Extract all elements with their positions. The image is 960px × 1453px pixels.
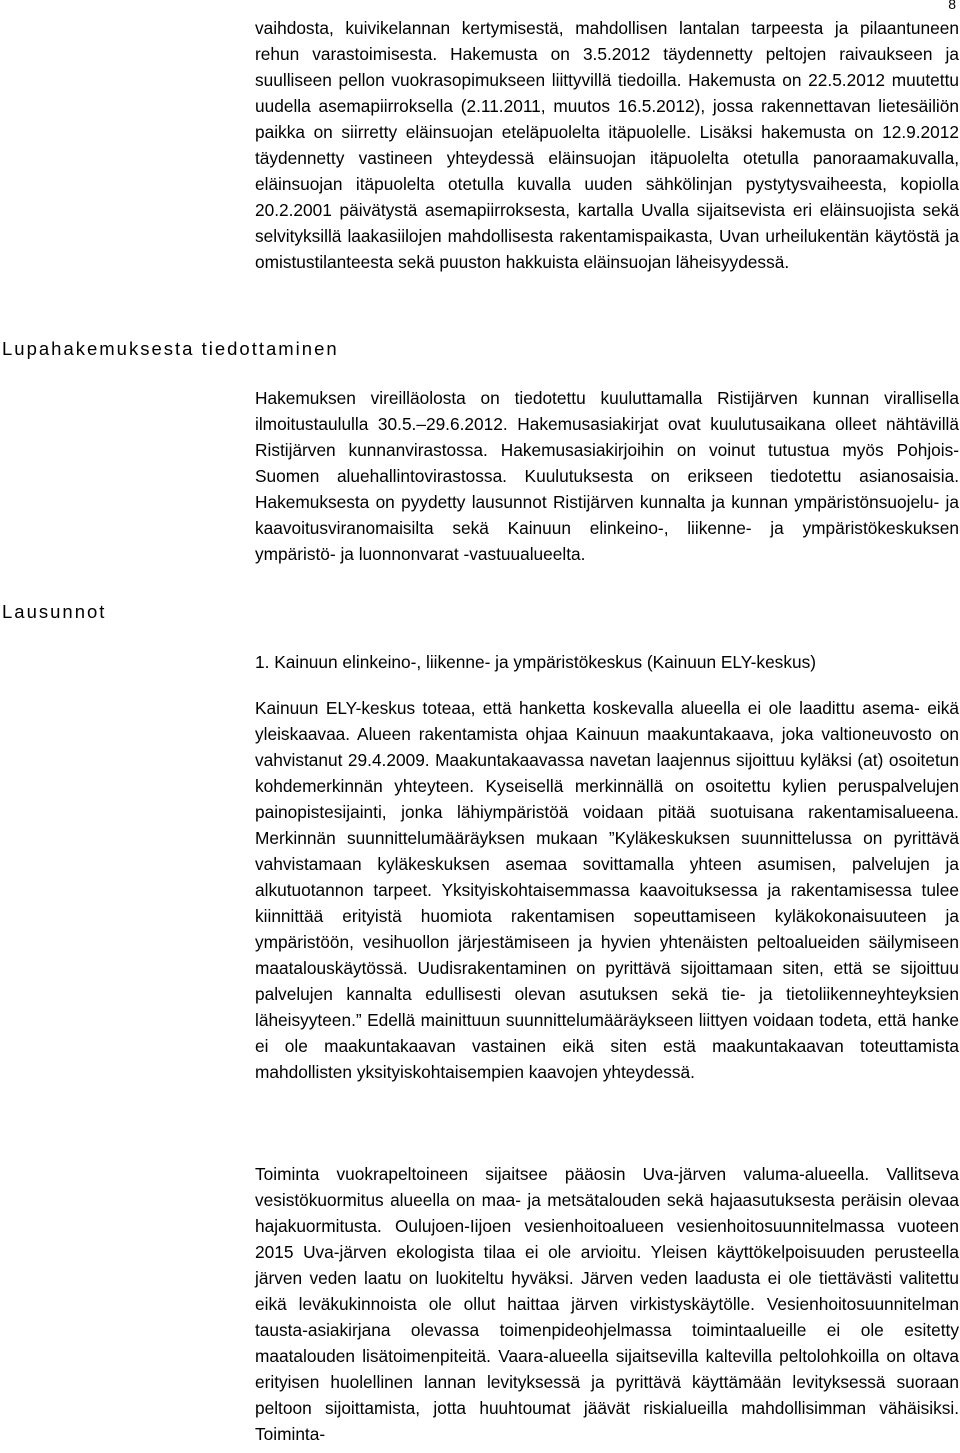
statement-item-title-block <box>255 649 959 675</box>
ely-statement-block <box>255 695 959 1085</box>
page-number: 8 <box>948 0 956 12</box>
operation-paragraph-block <box>255 1161 959 1447</box>
intro-paragraph: vaihdosta, kuivikelannan kertymisestä, mahdollisen lantalan tarpeesta ja pilaantuneen rehun varastoimisesta. Hakemusta on 3.5.2012 täydennetty peltojen raivaukseen ja suulliseen pellon vuokrasopimukseen liittyvillä tiedoilla. Hakemusta on 22.5.2012 muutettu uudella asemapiirroksella (2.11.2011, muutos 16.5.2012), jossa rakennettavan lietesäiliön paikka on siirretty eläinsuojan eteläpuolelta itäpuolelle. Lisäksi hakemusta on 12.9.2012 täydennetty vastineen yhteydessä eläinsuojan itäpuolelta otetulla panoraamakuvalla, eläinsuojan itäpuolelta otetulla kuvalla uuden sähkölinjan pystytysvaiheesta, kopiolla 20.2.2001 päivätystä asemapiirroksesta, kartalla Uvalla sijaitsevista eri eläinsuojista sekä selvityksillä laakasiilojen mahdollisesta rakentamispaikasta, Uvan urheilukentän käytöstä ja omistustilanteesta sekä puuston hakkuista eläinsuojan läheisyydessä. <box>255 18 959 272</box>
announcement-paragraph: Hakemuksen vireilläolosta on tiedotettu kuuluttamalla Ristijärven kunnan virallisella ilmoitustaululla 30.5.–29.6.2012. Hakemusasiakirjat ovat kuulutusaikana olleet nähtävillä Ristijärven kunnanvirastossa. Hakemusasiakirjoihin on voinut tutustua myös Pohjois-Suomen aluehallintovirastossa. Kuulutuksesta on erikseen tiedotettu asianosaisia. Hakemuksesta on pyydetty lausunnot Ristijärven kunnalta ja kunnan ympäristönsuojelu- ja kaavoitusviranomaisilta sekä Kainuun elinkeino-, liikenne- ja ympäristökeskuksen ympäristö- ja luonnonvarat -vastuualueelta. <box>255 388 959 564</box>
section-heading-announcement: Lupahakemuksesta tiedottaminen <box>2 338 339 359</box>
statement-item-title: 1. Kainuun elinkeino-, liikenne- ja ympäristökeskus (Kainuun ELY-keskus) <box>255 652 816 672</box>
operation-paragraph: Toiminta vuokrapeltoineen sijaitsee pääosin Uva-järven valuma-alueella. Vallitseva vesistökuormitus alueella on maa- ja metsätalouden sekä hajaasutuksesta peräisin olevaa hajakuormitusta. Oulujoen-Iijoen vesienhoitoalueen vesienhoitosuunnitelmassa vuoteen 2015 Uva-järven ekologista tilaa ei ole arvioitu. Yleisen käyttökelpoisuuden perusteella järven veden laatu on luokiteltu hyväksi. Järven veden laadusta ei ole tiettävästi valitettu eikä leväkukinnoista ole ollut haittaa järven virkistyskäytölle. Vesienhoitosuunnitelman tausta-asiakirjana olevassa toimenpideohjelmassa toimintaalueille ei ole esitetty maatalouden lisätoimenpiteitä. Vaara-alueella sijaitsevilla kaltevilla peltolohkoilla on oltava erityisen huolellinen lannan levityksessä ja pyrittävä käyttämään levityksessä suoraan peltoon sijoittamista, jotta huuhtoumat jäävät riskialueilla mahdollisimman vähäisiksi. Toiminta- <box>255 1164 959 1444</box>
announcement-paragraph-block <box>255 385 959 567</box>
section-heading-statements: Lausunnot <box>2 601 107 622</box>
ely-statement-paragraph: Kainuun ELY-keskus toteaa, että hanketta koskevalla alueella ei ole laadittu asema- eikä yleiskaavaa. Alueen rakentamista ohjaa Kainuun maakuntakaava, joka valtioneuvosto on vahvistanut 29.4.2009. Maakuntakaavassa navetan laajennus sijoittuu kyläksi (at) osoitetun kohdemerkinnän yhteyteen. Kyseisellä merkinnällä on osoitettu kylien peruspalvelujen painopistesijainti, jonka lähiympäristöä voidaan pitää suotuisana rakentamisalueena. Merkinnän suunnittelumääräyksen mukaan ”Kyläkeskuksen suunnittelussa on pyrittävä vahvistamaan kyläkeskuksen asemaa sovittamalla yhteen asumisen, palvelujen ja alkutuotannon tarpeet. Yksityiskohtaisemmassa kaavoituksessa ja rakentamisessa tulee kiinnittää erityistä huomiota rakentamisen sopeuttamiseen kyläkokonaisuuteen ja ympäristöön, vesihuollon järjestämiseen ja hyvien yhtenäisten peltoalueiden säilymiseen maatalouskäytössä. Uudisrakentaminen on pyrittävä sijoittamaan siten, että se sijoittuu palvelujen kannalta edullisesti olevan asutuksen sekä tie- ja tietoliikenneyhteyksien läheisyyteen.” Edellä mainittuun suunnittelumääräykseen liittyen voidaan todeta, että hanke ei ole maakuntakaavan vastainen eikä siten estä maakuntakaavan toteuttamista mahdollisten yksityiskohtaisempien kaavojen yhteydessä. <box>255 698 959 1082</box>
intro-paragraph-block <box>255 15 959 275</box>
